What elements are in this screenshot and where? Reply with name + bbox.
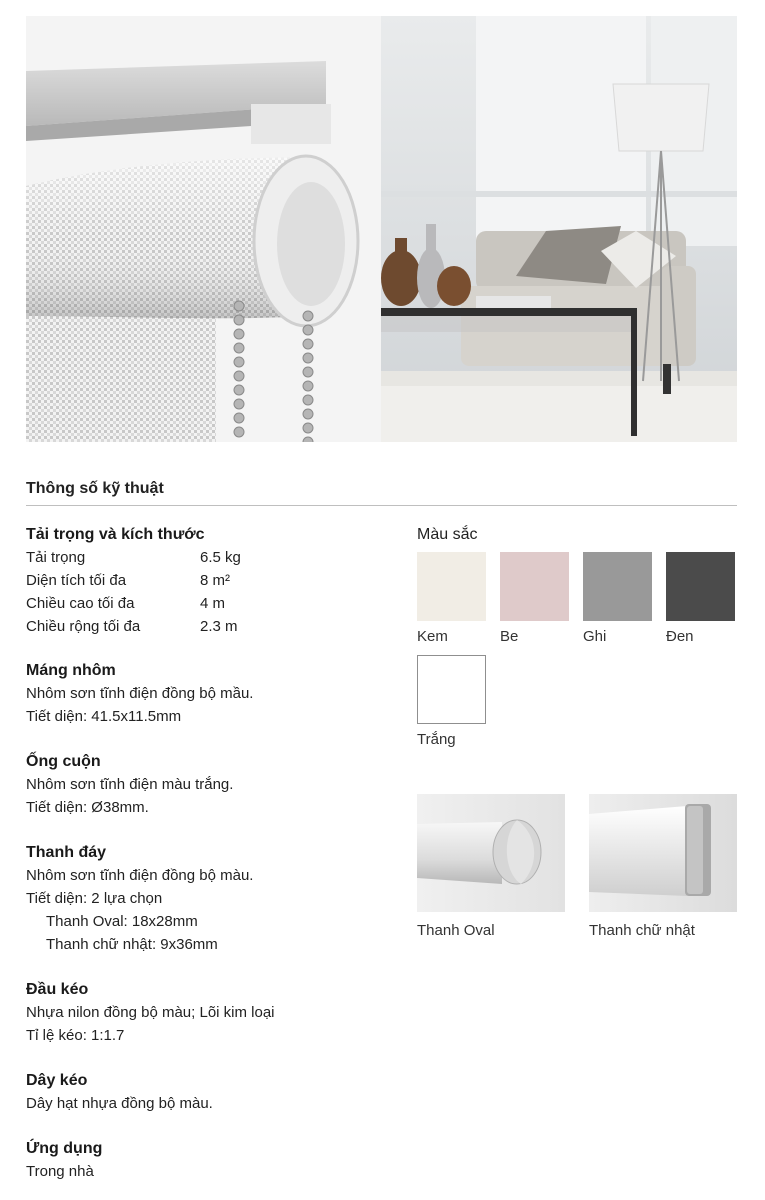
color-label-den: Đen [666, 628, 694, 645]
chain-title: Dây kéo [26, 1072, 88, 1089]
color-label-kem: Kem [417, 628, 448, 645]
color-label-ghi: Ghi [583, 628, 607, 645]
colors-title: Màu sắc [417, 526, 478, 543]
application-desc: Trong nhà [26, 1163, 94, 1180]
color-label-be: Be [500, 628, 519, 645]
rect-bar-label: Thanh chữ nhật [589, 922, 695, 939]
spec-label: Chiều rộng tối đa [26, 618, 141, 635]
section-divider [26, 505, 737, 506]
spec-row-area [26, 572, 230, 589]
spec-value: 2.3 m [200, 618, 238, 635]
spec-row-height [26, 595, 225, 612]
tube-title: Ống cuộn [26, 753, 101, 770]
rail-section: Tiết diện: 41.5x11.5mm [26, 708, 182, 725]
load-size-title: Tải trọng và kích thước [26, 526, 205, 543]
rail-title: Máng nhôm [26, 662, 116, 679]
living-room-image [381, 16, 737, 442]
spec-row-width [26, 618, 238, 635]
color-swatch-den [666, 552, 735, 621]
pull-head-desc: Nhựa nilon đồng bộ màu; Lõi kim loại [26, 1004, 275, 1021]
spec-value: 8 m² [200, 572, 230, 589]
spec-value: 4 m [200, 595, 226, 612]
bottom-bar-options: Tiết diện: 2 lựa chọn [26, 890, 163, 907]
spec-label: Diện tích tối đa [26, 572, 127, 589]
spec-label: Chiều cao tối đa [26, 595, 135, 612]
color-swatch-ghi [583, 552, 652, 621]
color-swatch-trang [417, 655, 486, 724]
color-swatch-be [500, 552, 569, 621]
pull-ratio: Tỉ lệ kéo: 1:1.7 [26, 1027, 125, 1044]
bottom-bar-desc: Nhôm sơn tĩnh điện đồng bộ màu. [26, 867, 254, 884]
roller-closeup-image [26, 16, 381, 442]
bottom-bar-oval: Thanh Oval: 18x28mm [46, 913, 198, 930]
oval-bar-image [417, 794, 565, 912]
spec-value: 6.5 kg [200, 549, 241, 566]
color-label-trang: Trắng [417, 731, 456, 748]
spec-row-load [26, 549, 241, 566]
tube-desc: Nhôm sơn tĩnh điện màu trắng. [26, 776, 234, 793]
rect-bar-image [589, 794, 737, 912]
bottom-bar-title: Thanh đáy [26, 844, 107, 861]
tube-section: Tiết diện: Ø38mm. [26, 799, 149, 816]
section-title: Thông số kỹ thuật [26, 480, 164, 497]
chain-desc: Dây hạt nhựa đồng bộ màu. [26, 1095, 213, 1112]
bottom-bar-rect: Thanh chữ nhật: 9x36mm [46, 936, 218, 953]
oval-bar-label: Thanh Oval [417, 922, 495, 939]
color-swatch-kem [417, 552, 486, 621]
spec-label: Tải trọng [26, 549, 86, 566]
application-title: Ứng dụng [26, 1140, 103, 1157]
pull-head-title: Đầu kéo [26, 981, 89, 998]
rail-desc: Nhôm sơn tĩnh điện đồng bộ mầu. [26, 685, 254, 702]
